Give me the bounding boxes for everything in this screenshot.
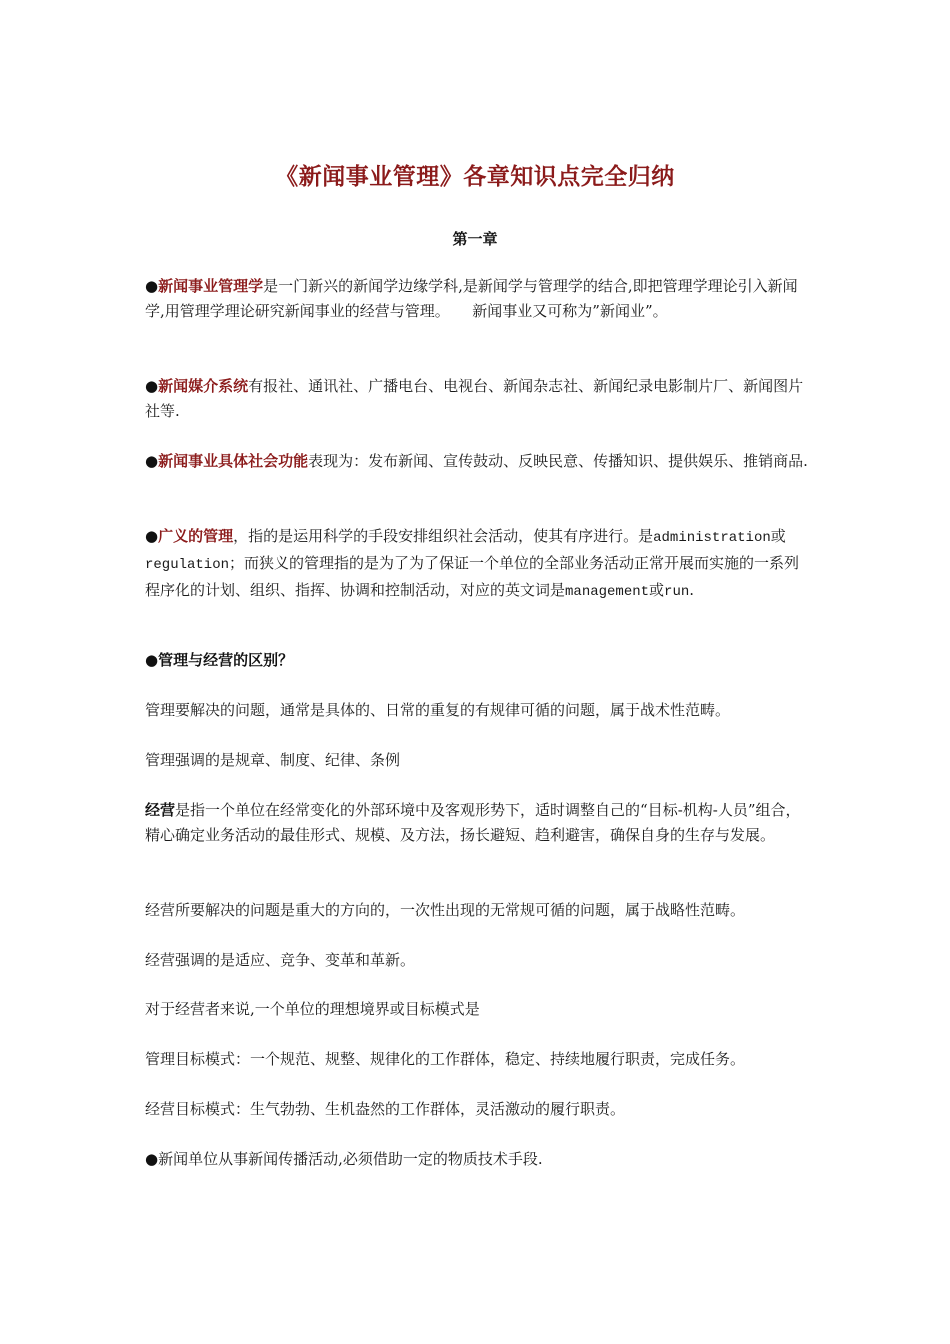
english-term: run [664, 584, 690, 600]
paragraph-management-definition [145, 524, 810, 605]
english-term: management [565, 584, 650, 600]
paragraph-operation-target-model: 经营目标模式：生气勃勃、生机盎然的工作群体，灵活激动的履行职责。 [145, 1100, 626, 1118]
chapter-heading: 第一章 [452, 230, 498, 248]
term-highlight: 新闻事业具体社会功能 [158, 452, 309, 470]
paragraph-management-emphasis: 管理强调的是规章、制度、纪律、条例 [145, 751, 401, 769]
paragraph-text: . [689, 581, 695, 599]
paragraph-text: ；而狭义的管理指的是为了为了保证一个单位的全部业务活动正常开展而实施的一系列程序化的计划、组织、指挥、协调和控制活动，对应的英文词是 [145, 554, 800, 599]
paragraph-management-problems: 管理要解决的问题，通常是具体的、日常的重复的有规律可循的问题，属于战术性范畴。 [145, 701, 731, 719]
paragraph-operation-definition [145, 798, 810, 848]
section-heading-difference [145, 648, 810, 673]
term-highlight: 新闻媒介系统 [158, 377, 249, 395]
term-highlight: 广义的管理 [158, 527, 234, 545]
english-term: regulation [145, 557, 230, 573]
paragraph-text: 或 [770, 527, 786, 545]
paragraph-news-management-studies [145, 274, 810, 324]
heading-text: 管理与经营的区别？ [158, 651, 294, 669]
paragraph-text: 是指一个单位在经常变化的外部环境中及客观形势下，适时调整自己的“目标-机构-人员”组合，精心确定业务活动的最佳形式、规模、及方法，扬长避短、趋利避害，确保自身的生存与发展。 [145, 801, 801, 844]
paragraph-operation-emphasis: 经营强调的是适应、竞争、变革和革新。 [145, 951, 416, 969]
bullet-icon: ● [145, 651, 159, 669]
bullet-icon: ● [145, 527, 159, 545]
document-title: 《新闻事业管理》各章知识点完全归纳 [275, 164, 675, 190]
paragraph-social-functions [145, 449, 810, 474]
paragraph-text: 表现为：发布新闻、宣传鼓动、反映民意、传播知识、提供娱乐、推销商品. [308, 452, 808, 470]
paragraph-text: 或 [649, 581, 665, 599]
paragraph-ideal-model: 对于经营者来说,一个单位的理想境界或目标模式是 [145, 1000, 480, 1018]
bullet-icon: ● [145, 377, 159, 395]
paragraph-operation-problems: 经营所要解决的问题是重大的方向的，一次性出现的无常规可循的问题，属于战略性范畴。 [145, 901, 746, 919]
paragraph-text: 有报社、通讯社、广播电台、电视台、新闻杂志社、新闻纪录电影制片厂、新闻图片社等. [145, 377, 804, 420]
paragraph-text: 是一门新兴的新闻学边缘学科,是新闻学与管理学的结合,即把管理学理论引入新闻学,用管理学理论研究新闻事业的经营与管理。 新闻事业又可称为”新闻业”。 [145, 277, 798, 320]
english-term: administration [653, 530, 771, 546]
paragraph-management-target-model: 管理目标模式：一个规范、规整、规律化的工作群体，稳定、持续地履行职责，完成任务。 [145, 1050, 746, 1068]
paragraph-media-system [145, 374, 810, 424]
paragraph-text: ，指的是运用科学的手段安排组织社会活动，使其有序进行。是 [233, 527, 654, 545]
bullet-icon: ● [145, 452, 159, 470]
bullet-icon: ● [145, 1150, 159, 1168]
paragraph-technical-means [145, 1147, 810, 1172]
term-bold: 经营 [145, 801, 176, 819]
paragraph-text: 新闻单位从事新闻传播活动,必须借助一定的物质技术手段. [158, 1150, 543, 1168]
term-highlight: 新闻事业管理学 [158, 277, 264, 295]
bullet-icon: ● [145, 277, 159, 295]
